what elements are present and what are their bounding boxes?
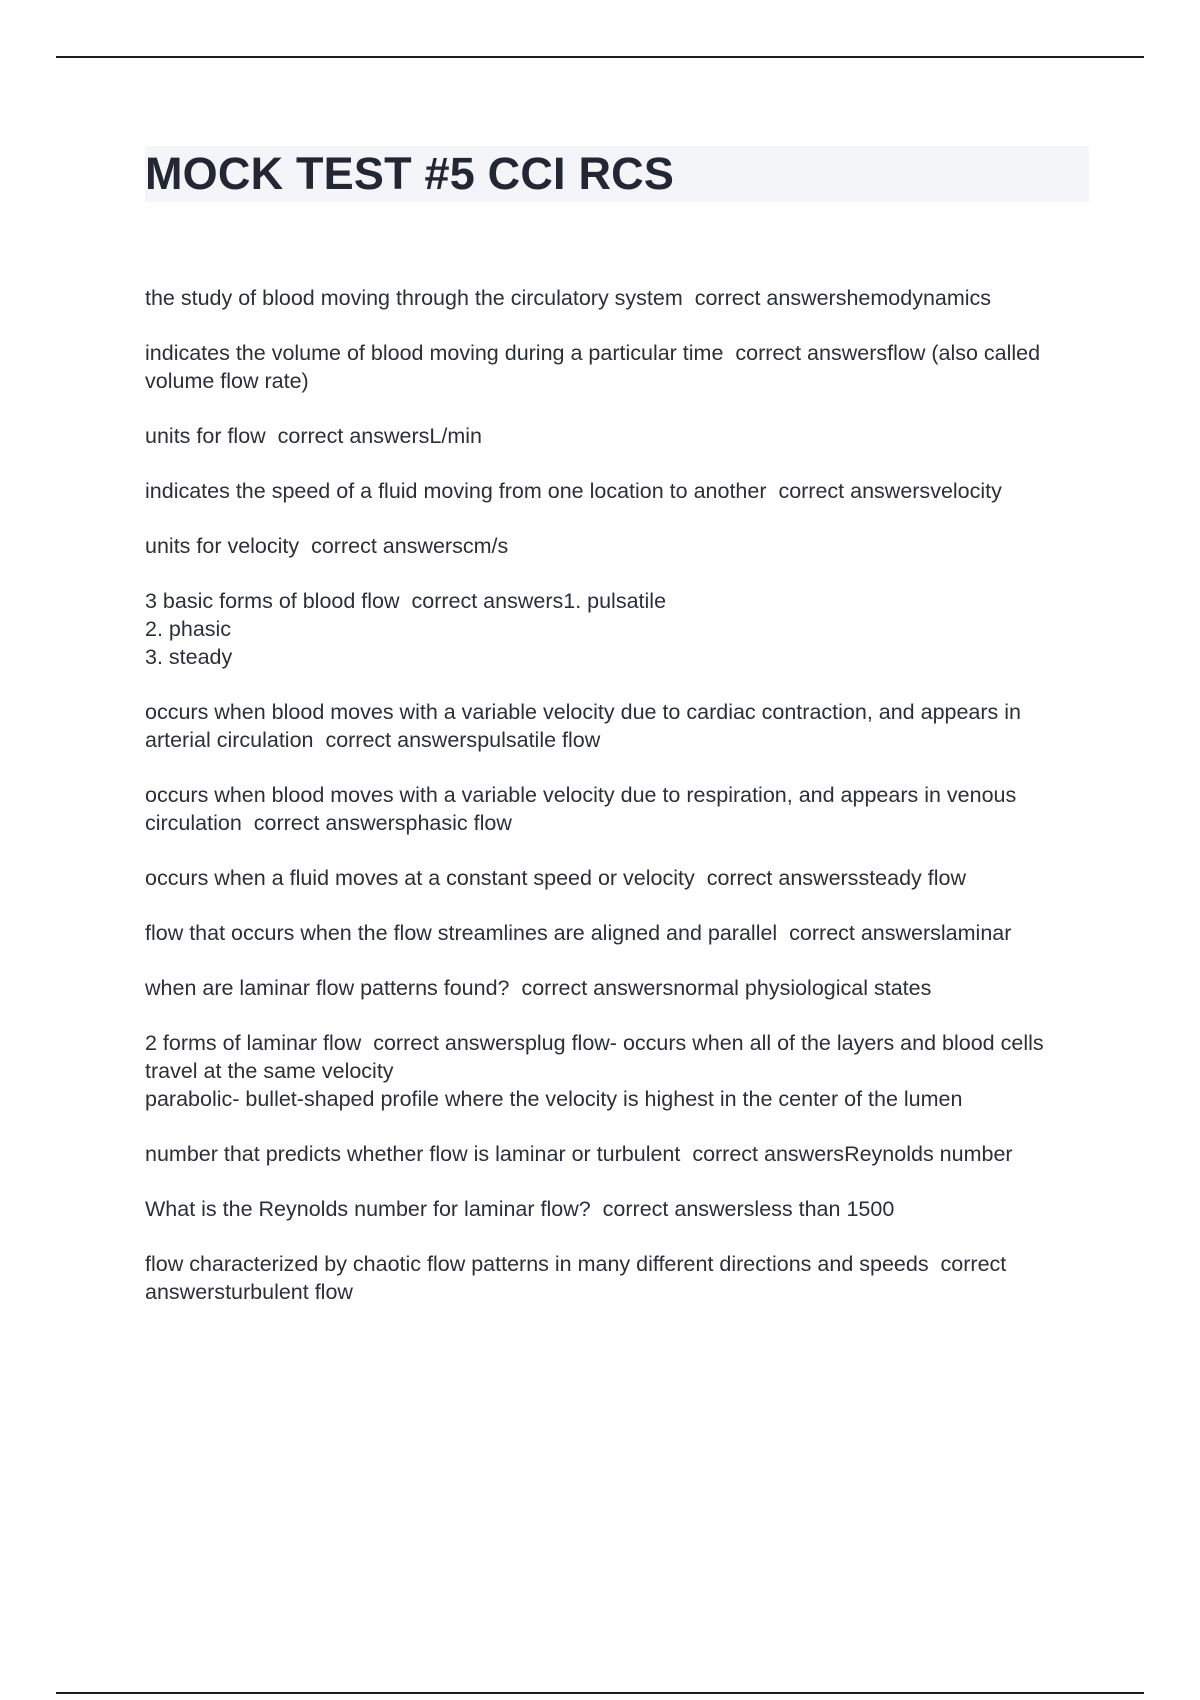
qa-separator: correct answers — [515, 976, 674, 1000]
qa-item — [145, 1029, 1089, 1113]
qa-list — [145, 284, 1089, 1306]
qa-item — [145, 698, 1089, 754]
qa-answer: flow (also called volume flow rate) — [145, 341, 1047, 393]
qa-question: flow that occurs when the flow streamlines are aligned and parallel — [145, 921, 784, 945]
page-title: MOCK TEST #5 CCI RCS — [145, 148, 675, 199]
qa-question: occurs when a fluid moves at a constant speed or velocity — [145, 866, 701, 890]
qa-question: indicates the volume of blood moving during a particular time — [145, 341, 730, 365]
qa-item — [145, 587, 1089, 671]
qa-answer: 1. pulsatile 2. phasic 3. steady — [145, 589, 667, 669]
qa-item — [145, 477, 1089, 505]
qa-separator: correct answers — [367, 1031, 525, 1055]
qa-answer: laminar — [940, 921, 1012, 945]
qa-separator: correct answers — [145, 1252, 1013, 1304]
document-body — [145, 146, 1089, 1333]
qa-answer: Reynolds number — [844, 1142, 1013, 1166]
qa-question: units for velocity — [145, 534, 306, 558]
qa-question: units for flow — [145, 424, 272, 448]
qa-item — [145, 284, 1089, 312]
qa-separator: correct answers — [700, 866, 859, 890]
qa-item — [145, 1195, 1089, 1223]
qa-question: occurs when blood moves with a variable velocity due to respiration, and appears in venous circulation — [145, 783, 1023, 835]
qa-separator: correct answers — [271, 424, 430, 448]
qa-separator: correct answers — [596, 1197, 755, 1221]
qa-answer: velocity — [930, 479, 1002, 503]
qa-separator: correct answers — [305, 534, 463, 558]
qa-answer: less than 1500 — [754, 1197, 895, 1221]
qa-answer: L/min — [429, 424, 482, 448]
qa-item — [145, 974, 1089, 1002]
qa-separator: correct answers — [405, 589, 564, 613]
qa-answer: normal physiological states — [673, 976, 932, 1000]
qa-item — [145, 1250, 1089, 1306]
qa-item — [145, 339, 1089, 395]
qa-question: indicates the speed of a fluid moving from one location to another — [145, 479, 773, 503]
qa-question: 3 basic forms of blood flow — [145, 589, 406, 613]
qa-separator: correct answers — [319, 728, 478, 752]
qa-separator: correct answers — [688, 286, 847, 310]
qa-answer: hemodynamics — [846, 286, 992, 310]
qa-separator: correct answers — [783, 921, 941, 945]
qa-answer: pulsatile flow — [477, 728, 601, 752]
qa-question: 2 forms of laminar flow — [145, 1031, 368, 1055]
qa-separator: correct answers — [247, 811, 406, 835]
qa-question: number that predicts whether flow is laminar or turbulent — [145, 1142, 687, 1166]
qa-item — [145, 532, 1089, 560]
qa-answer: turbulent flow — [225, 1280, 353, 1304]
qa-question: when are laminar flow patterns found? — [145, 976, 516, 1000]
qa-separator: correct answers — [686, 1142, 845, 1166]
bottom-rule — [56, 1692, 1144, 1694]
qa-item — [145, 919, 1089, 947]
qa-question: the study of blood moving through the circulatory system — [145, 286, 689, 310]
qa-question: flow characterized by chaotic flow patterns in many different directions and speeds — [145, 1252, 935, 1276]
qa-answer: steady flow — [858, 866, 966, 890]
qa-separator: correct answers — [729, 341, 888, 365]
qa-item — [145, 864, 1089, 892]
qa-question: occurs when blood moves with a variable velocity due to cardiac contraction, and appears in arterial circulation — [145, 700, 1027, 752]
qa-answer: phasic flow — [405, 811, 512, 835]
qa-answer: cm/s — [462, 534, 509, 558]
qa-question: What is the Reynolds number for laminar flow? — [145, 1197, 597, 1221]
qa-item — [145, 422, 1089, 450]
title-banner — [145, 146, 1089, 202]
qa-separator: correct answers — [772, 479, 931, 503]
qa-item — [145, 1140, 1089, 1168]
top-rule — [56, 56, 1144, 58]
qa-item — [145, 781, 1089, 837]
qa-answer: plug flow- occurs when all of the layers and blood cells travel at the same velocity parabolic- bullet-shaped profile where the velocity is highest in the center of the lumen — [145, 1031, 1044, 1111]
